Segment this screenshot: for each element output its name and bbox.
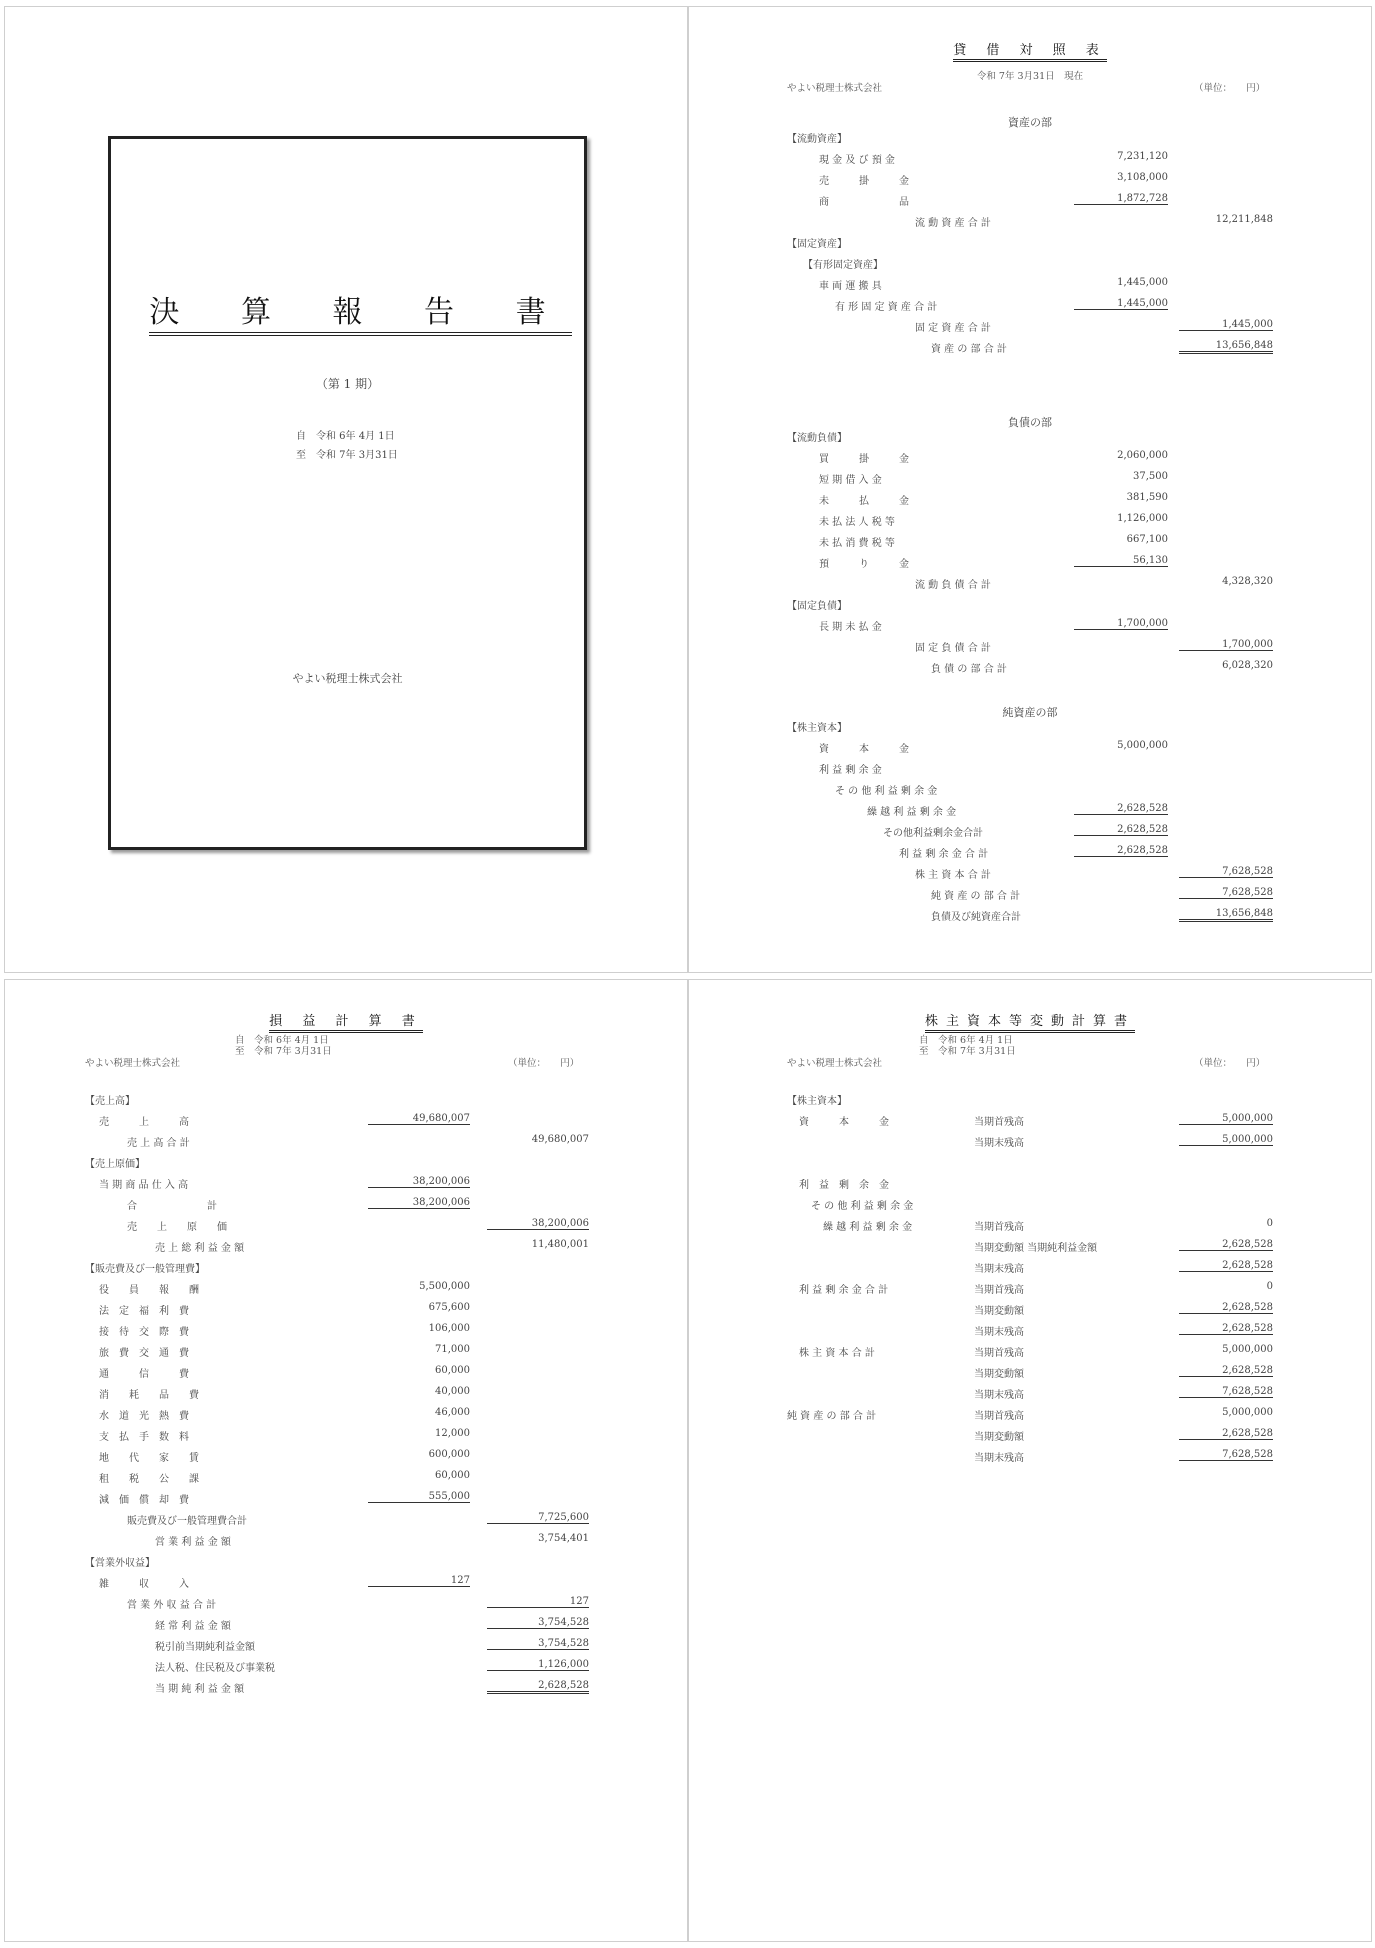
ss-row	[689, 1407, 1371, 1427]
pl-row-label: 水 道 光 熱 費	[99, 1411, 189, 1422]
pl-row	[5, 1575, 687, 1595]
ss-row-amount: 7,628,528	[1179, 1386, 1273, 1398]
ss-row	[689, 1428, 1371, 1448]
pl-row-amount: 60,000	[435, 1470, 470, 1481]
pl-row-amount: 60,000	[435, 1365, 470, 1376]
equity-statement-page	[688, 979, 1372, 1942]
bs-row	[689, 471, 1371, 491]
pl-row	[5, 1260, 687, 1280]
bs-row-amount: 37,500	[1133, 471, 1168, 482]
bs-row	[689, 513, 1371, 533]
pl-row	[5, 1302, 687, 1322]
ss-row	[689, 1323, 1371, 1343]
bs-row-label: 短 期 借 入 金	[819, 475, 882, 486]
pl-row	[5, 1113, 687, 1133]
pl-row-amount: 40,000	[435, 1386, 470, 1397]
pl-row-label: 役 員 報 酬	[99, 1285, 199, 1296]
bs-row-amount: 1,445,000	[1179, 319, 1273, 331]
bs-row-label: 【固定資産】	[787, 239, 847, 250]
pl-row-label: 販売費及び一般管理費合計	[127, 1516, 247, 1527]
ss-row-label: そ の 他 利 益 剰 余 金	[811, 1201, 914, 1212]
ss-row-item: 当期末残高	[974, 1390, 1024, 1401]
pl-row	[5, 1596, 687, 1616]
income-statement-page	[4, 979, 688, 1942]
bs-row	[689, 172, 1371, 192]
pl-row-amount: 49,680,007	[368, 1113, 470, 1125]
ss-row-item: 当期末残高	[974, 1264, 1024, 1275]
pl-row-label: 当 期 商 品 仕 入 高	[99, 1180, 189, 1191]
bs-row-label: 売 掛 金	[819, 176, 909, 187]
pl-row	[5, 1239, 687, 1259]
pl-row-label: 売 上 総 利 益 金 額	[155, 1243, 245, 1254]
pl-row-amount: 71,000	[435, 1344, 470, 1355]
bs-row	[689, 235, 1371, 255]
pl-row-amount: 46,000	[435, 1407, 470, 1418]
bs-row-label: そ の 他 利 益 剰 余 金	[835, 786, 938, 797]
ss-row-label: 利 益 剰 余 金	[799, 1180, 889, 1191]
ss-row	[689, 1302, 1371, 1322]
bs-row-amount: 12,211,848	[1215, 214, 1273, 225]
pl-row-label: 【売上高】	[85, 1096, 135, 1107]
pl-row-amount: 127	[368, 1575, 470, 1587]
bs-row-label: 有 形 固 定 資 産 合 計	[835, 302, 938, 313]
ss-row-item: 当期変動額 当期純利益金額	[974, 1243, 1098, 1254]
pl-row-amount: 38,200,006	[368, 1197, 470, 1209]
ss-row	[689, 1176, 1371, 1196]
pl-row-label: 【営業外収益】	[85, 1558, 155, 1569]
bs-row-amount: 1,700,000	[1074, 618, 1168, 630]
bs-row-label: 固 定 負 債 合 計	[915, 643, 991, 654]
ss-row-item: 当期首残高	[974, 1222, 1024, 1233]
pl-row	[5, 1617, 687, 1637]
pl-row-label: 消 耗 品 費	[99, 1390, 199, 1401]
bs-row	[689, 597, 1371, 617]
bs-row-label: 負 債 の 部 合 計	[931, 664, 1007, 675]
pl-row-label: 売 上 原 価	[127, 1222, 227, 1233]
bs-row-label: 【有形固定資産】	[803, 260, 883, 271]
bs-row	[689, 761, 1371, 781]
pl-row-label: 地 代 家 賃	[99, 1453, 199, 1464]
pl-row-label: 法 定 福 利 費	[99, 1306, 189, 1317]
bs-row	[689, 845, 1371, 865]
pl-row-label: 通 信 費	[99, 1369, 189, 1380]
ss-row-item: 当期変動額	[974, 1306, 1024, 1317]
ss-from-date: 自 令和 6年 4月 1日	[919, 1035, 1013, 1046]
pl-row-label: 旅 費 交 通 費	[99, 1348, 189, 1359]
pl-row	[5, 1449, 687, 1469]
bs-row	[689, 576, 1371, 596]
pl-row-amount: 12,000	[435, 1428, 470, 1439]
bs-row-label: 未 払 金	[819, 496, 909, 507]
bs-row-amount: 381,590	[1126, 492, 1168, 503]
bs-row	[689, 193, 1371, 213]
pl-row	[5, 1281, 687, 1301]
pl-row	[5, 1638, 687, 1658]
ss-row	[689, 1281, 1371, 1301]
bs-row-label: 【流動負債】	[787, 433, 847, 444]
pl-row-amount: 7,725,600	[487, 1512, 589, 1524]
ss-company: やよい税理士株式会社	[787, 1058, 883, 1069]
ss-row-item: 当期首残高	[974, 1348, 1024, 1359]
bs-date: 令和 7年 3月31日 現在	[976, 71, 1084, 82]
bs-row-label: 固 定 資 産 合 計	[915, 323, 991, 334]
ss-row-amount: 0	[1266, 1281, 1273, 1292]
bs-row-label: 【流動資産】	[787, 134, 847, 145]
bs-row-amount: 6,028,320	[1222, 660, 1273, 671]
bs-row-label: 純 資 産 の 部 合 計	[931, 891, 1021, 902]
pl-row-label: 営 業 利 益 金 額	[155, 1537, 231, 1548]
pl-row	[5, 1659, 687, 1679]
ss-row-amount: 5,000,000	[1179, 1134, 1273, 1146]
bs-row-label: 資 本 金	[819, 744, 909, 755]
ss-row-amount: 2,628,528	[1179, 1239, 1273, 1251]
cover-to-date: 至 令和 7年 3月31日	[296, 450, 398, 461]
ss-row-label: 株 主 資 本 合 計	[799, 1348, 875, 1359]
pl-title: 損 益 計 算 書	[5, 1010, 687, 1029]
pl-row	[5, 1407, 687, 1427]
bs-row-amount: 2,060,000	[1117, 450, 1168, 461]
pl-row-label: 売 上 高 合 計	[127, 1138, 190, 1149]
bs-row-amount: 1,445,000	[1117, 277, 1168, 288]
ss-row-label: 純 資 産 の 部 合 計	[787, 1411, 877, 1422]
bs-row	[689, 803, 1371, 823]
pl-row	[5, 1155, 687, 1175]
bs-row-label: 未 払 消 費 税 等	[819, 538, 895, 549]
ss-row-label: 【株主資本】	[787, 1096, 847, 1107]
bs-row	[689, 719, 1371, 739]
ss-row-amount: 2,628,528	[1179, 1302, 1273, 1314]
bs-row	[689, 277, 1371, 297]
pl-row	[5, 1470, 687, 1490]
pl-row-amount: 5,500,000	[419, 1281, 470, 1292]
bs-row	[689, 298, 1371, 318]
bs-row-amount: 56,130	[1074, 555, 1168, 567]
bs-row-amount: 667,100	[1126, 534, 1168, 545]
bs-row-label: 繰 越 利 益 剰 余 金	[867, 807, 957, 818]
bs-row-amount: 4,328,320	[1222, 576, 1273, 587]
bs-row-label: 流 動 資 産 合 計	[915, 218, 991, 229]
bs-row	[689, 450, 1371, 470]
cover-page	[4, 6, 688, 973]
pl-row	[5, 1323, 687, 1343]
pl-row-amount: 38,200,006	[368, 1176, 470, 1188]
ss-row	[689, 1344, 1371, 1364]
bs-row-amount: 1,126,000	[1117, 513, 1168, 524]
bs-row	[689, 151, 1371, 171]
ss-row	[689, 1134, 1371, 1154]
pl-row	[5, 1092, 687, 1112]
bs-row-label: 利 益 剰 余 金 合 計	[899, 849, 989, 860]
ss-to-date: 至 令和 7年 3月31日	[919, 1046, 1016, 1057]
ss-row	[689, 1386, 1371, 1406]
pl-row	[5, 1533, 687, 1553]
ss-row-amount: 5,000,000	[1179, 1113, 1273, 1125]
pl-row	[5, 1176, 687, 1196]
ss-row-item: 当期末残高	[974, 1453, 1024, 1464]
ss-row	[689, 1197, 1371, 1217]
pl-unit: （単位： 円）	[508, 1058, 580, 1069]
ss-row-item: 当期首残高	[974, 1117, 1024, 1128]
bs-row-label: 預 り 金	[819, 559, 909, 570]
bs-row-label: その他利益剰余金合計	[883, 828, 983, 839]
cover-from-date: 自 令和 6年 4月 1日	[296, 431, 395, 442]
ss-row-label: 繰 越 利 益 剰 余 金	[823, 1222, 913, 1233]
pl-from-date: 自 令和 6年 4月 1日	[235, 1035, 329, 1046]
bs-row-label: 負債及び純資産合計	[931, 912, 1021, 923]
ss-row-label: 資 本 金	[799, 1117, 889, 1128]
bs-row-label: 【固定負債】	[787, 601, 847, 612]
ss-row-amount: 2,628,528	[1179, 1323, 1273, 1335]
ss-row	[689, 1260, 1371, 1280]
cover-frame	[108, 136, 587, 850]
bs-row-label: 現 金 及 び 預 金	[819, 155, 895, 166]
pl-row	[5, 1554, 687, 1574]
bs-row	[689, 824, 1371, 844]
cover-company: やよい税理士株式会社	[292, 672, 403, 685]
ss-row	[689, 1365, 1371, 1385]
bs-section-header: 純資産の部	[1002, 706, 1058, 719]
pl-row-label: 支 払 手 数 料	[99, 1432, 189, 1443]
bs-row	[689, 908, 1371, 928]
ss-row	[689, 1239, 1371, 1259]
bs-row-amount: 7,628,528	[1179, 887, 1273, 899]
ss-row-amount: 2,628,528	[1179, 1260, 1273, 1272]
pl-row-label: 経 常 利 益 金 額	[155, 1621, 231, 1632]
bs-row	[689, 534, 1371, 554]
pl-row-label: 【販売費及び一般管理費】	[85, 1264, 205, 1275]
bs-row-amount: 2,628,528	[1074, 824, 1168, 836]
pl-row	[5, 1386, 687, 1406]
ss-row-item: 当期首残高	[974, 1411, 1024, 1422]
ss-row-item: 当期首残高	[974, 1285, 1024, 1296]
ss-row-label: 利 益 剰 余 金 合 計	[799, 1285, 889, 1296]
ss-row-amount: 5,000,000	[1222, 1407, 1273, 1418]
bs-row-amount: 7,231,120	[1117, 151, 1168, 162]
pl-row-amount: 11,480,001	[531, 1239, 589, 1250]
pl-row	[5, 1218, 687, 1238]
cover-title: 決 算 報 告 書	[111, 287, 584, 331]
ss-row	[689, 1092, 1371, 1112]
pl-company: やよい税理士株式会社	[85, 1058, 181, 1069]
cover-dates	[296, 427, 398, 465]
bs-row-amount: 2,628,528	[1074, 845, 1168, 857]
bs-row-label: 利 益 剰 余 金	[819, 765, 882, 776]
pl-row-label: 法人税、住民税及び事業税	[155, 1663, 275, 1674]
ss-unit: （単位： 円）	[1194, 1058, 1266, 1069]
bs-company: やよい税理士株式会社	[787, 83, 883, 94]
bs-row	[689, 618, 1371, 638]
bs-row-label: 車 両 運 搬 具	[819, 281, 882, 292]
pl-row-label: 租 税 公 課	[99, 1474, 199, 1485]
pl-row-amount: 600,000	[428, 1449, 470, 1460]
pl-row-label: 売 上 高	[99, 1117, 189, 1128]
pl-row	[5, 1365, 687, 1385]
bs-row-label: 流 動 負 債 合 計	[915, 580, 991, 591]
ss-row-amount: 2,628,528	[1179, 1428, 1273, 1440]
bs-title: 貸 借 対 照 表	[689, 39, 1371, 58]
bs-row	[689, 340, 1371, 360]
bs-row	[689, 866, 1371, 886]
bs-row-amount: 3,108,000	[1117, 172, 1168, 183]
bs-row-amount: 2,628,528	[1074, 803, 1168, 815]
pl-row-amount: 3,754,528	[487, 1638, 589, 1650]
ss-row-item: 当期末残高	[974, 1327, 1024, 1338]
pl-row-label: 合 計	[127, 1201, 217, 1212]
bs-row	[689, 740, 1371, 760]
bs-row-label: 長 期 未 払 金	[819, 622, 882, 633]
pl-row-label: 税引前当期純利益金額	[155, 1642, 255, 1653]
bs-row	[689, 782, 1371, 802]
pl-row	[5, 1512, 687, 1532]
bs-section-header: 負債の部	[1008, 416, 1052, 429]
pl-row-amount: 106,000	[428, 1323, 470, 1334]
pl-row-label: 【売上原価】	[85, 1159, 145, 1170]
balance-sheet-page	[688, 6, 1372, 973]
ss-row-amount: 2,628,528	[1179, 1365, 1273, 1377]
bs-unit: （単位： 円）	[1194, 83, 1266, 94]
pl-row	[5, 1428, 687, 1448]
bs-row	[689, 660, 1371, 680]
bs-row-label: 【株主資本】	[787, 723, 847, 734]
pl-row-amount: 3,754,528	[487, 1617, 589, 1629]
pl-row-amount: 49,680,007	[531, 1134, 589, 1145]
pl-row-amount: 675,600	[428, 1302, 470, 1313]
bs-row-amount: 13,656,848	[1179, 340, 1273, 354]
bs-section-header: 資産の部	[1008, 116, 1052, 129]
pl-row-label: 接 待 交 際 費	[99, 1327, 189, 1338]
ss-row-amount: 7,628,528	[1179, 1449, 1273, 1461]
bs-row-amount: 7,628,528	[1179, 866, 1273, 878]
ss-row-amount: 0	[1266, 1218, 1273, 1229]
pl-row	[5, 1680, 687, 1700]
bs-row	[689, 887, 1371, 907]
bs-row-amount: 1,872,728	[1074, 193, 1168, 205]
ss-row-item: 当期末残高	[974, 1138, 1024, 1149]
bs-row-amount: 1,700,000	[1179, 639, 1273, 651]
pl-row-amount: 127	[487, 1596, 589, 1608]
ss-row	[689, 1449, 1371, 1469]
bs-row	[689, 555, 1371, 575]
pl-row-amount: 1,126,000	[487, 1659, 589, 1671]
ss-row	[689, 1218, 1371, 1238]
pl-row-label: 営 業 外 収 益 合 計	[127, 1600, 217, 1611]
bs-row-label: 株 主 資 本 合 計	[915, 870, 991, 881]
bs-row-label: 商 品	[819, 197, 909, 208]
bs-row	[689, 214, 1371, 234]
bs-row	[689, 130, 1371, 150]
pl-row-label: 当 期 純 利 益 金 額	[155, 1684, 245, 1695]
bs-row	[689, 429, 1371, 449]
ss-row	[689, 1113, 1371, 1133]
bs-row-label: 未 払 法 人 税 等	[819, 517, 895, 528]
pl-row-amount: 38,200,006	[487, 1218, 589, 1230]
ss-title: 株主資本等変動計算書	[689, 1010, 1371, 1029]
pl-row-amount: 2,628,528	[487, 1680, 589, 1694]
bs-row-label: 資 産 の 部 合 計	[931, 344, 1007, 355]
bs-row	[689, 492, 1371, 512]
pl-to-date: 至 令和 7年 3月31日	[235, 1046, 332, 1057]
ss-row	[689, 1155, 1371, 1175]
ss-row-item: 当期変動額	[974, 1432, 1024, 1443]
pl-row	[5, 1344, 687, 1364]
bs-row	[689, 319, 1371, 339]
ss-row-item: 当期変動額	[974, 1369, 1024, 1380]
ss-row-amount: 5,000,000	[1222, 1344, 1273, 1355]
pl-row	[5, 1197, 687, 1217]
bs-row	[689, 639, 1371, 659]
pl-row	[5, 1491, 687, 1511]
pl-row-label: 減 価 償 却 費	[99, 1495, 189, 1506]
pl-row-amount: 3,754,401	[538, 1533, 589, 1544]
pl-row	[5, 1134, 687, 1154]
cover-period: （第 1 期）	[315, 377, 380, 391]
pl-row-label: 雑 収 入	[99, 1579, 189, 1590]
pl-row-amount: 555,000	[368, 1491, 470, 1503]
bs-row-amount: 13,656,848	[1179, 908, 1273, 922]
bs-row	[689, 256, 1371, 276]
bs-row-amount: 1,445,000	[1074, 298, 1168, 310]
bs-row-label: 買 掛 金	[819, 454, 909, 465]
bs-row-amount: 5,000,000	[1117, 740, 1168, 751]
